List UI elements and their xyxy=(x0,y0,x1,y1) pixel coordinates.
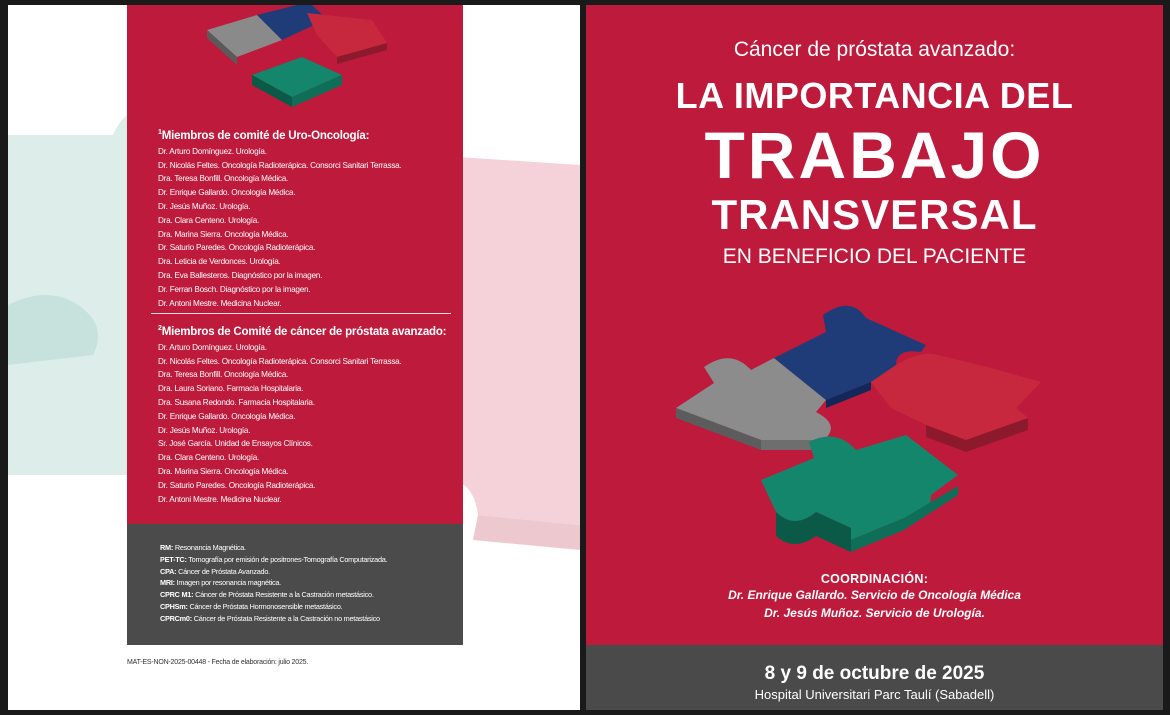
list-item: Dra. Teresa Bonfill. Oncología Médica. xyxy=(158,174,289,184)
list-item: Dra. Eva Ballesteros. Diagnóstico por la imagen. xyxy=(158,271,323,280)
coordination-label: COORDINACIÓN: xyxy=(820,572,929,586)
divider xyxy=(151,313,451,314)
uro-oncology-committee xyxy=(158,129,402,310)
coordinator-1: Dr. Enrique Gallardo. Servicio de Oncología Médica xyxy=(728,588,1021,602)
advanced-prostate-cancer-committee xyxy=(158,325,446,506)
footnote-1: 1 xyxy=(158,129,162,136)
list-item: CPHSm: Cáncer de Próstata Hormonosensible metastásico. xyxy=(160,601,343,611)
event-date: 8 y 9 de octubre de 2025 xyxy=(764,663,985,684)
list-item: RM: Resonancia Magnética. xyxy=(160,543,246,552)
abbreviations-legend xyxy=(160,542,387,625)
coordination-block xyxy=(586,572,1163,622)
event-footer xyxy=(586,645,1163,710)
list-item: CPRCm0: Cáncer de Próstata Resistente a la Castración no metastásico xyxy=(160,613,380,623)
cover-page xyxy=(586,5,1163,710)
list-item: MRI: Imagen por resonancia magnética. xyxy=(160,578,281,588)
list-item: Dra. Clara Centeno. Urología. xyxy=(158,453,260,463)
list-item: Dra. Clara Centeno. Urología. xyxy=(158,215,260,225)
list-item: Dr. Saturio Paredes. Oncología Radioterápica. xyxy=(158,243,316,253)
cover-title-line3: TRANSVERSAL xyxy=(711,191,1038,238)
list-item: Dr. Saturio Paredes. Oncología Radioterápica. xyxy=(158,480,316,490)
list-item: Dra. Laura Soriano. Farmacia Hospitalaria. xyxy=(158,384,304,394)
cover-title-line2: TRABAJO xyxy=(704,118,1045,192)
list-item: Dr. Antoni Mestre. Medicina Nuclear. xyxy=(158,494,282,504)
committee2-title: $^2$Miembros de Comité de cáncer de próstata avanzado: xyxy=(158,325,447,338)
event-venue: Hospital Universitari Parc Taulí (Sabadell) xyxy=(754,687,995,702)
list-item: Dr. Jesús Muñoz. Urología. xyxy=(158,425,251,435)
puzzle-illustration xyxy=(676,290,1056,560)
list-item: Dr. Antoni Mestre. Medicina Nuclear. xyxy=(158,298,282,308)
list-item: Dra. Teresa Bonfill. Oncología Médica. xyxy=(158,370,289,380)
list-item: Sr. José García. Unidad de Ensayos Clínicos. xyxy=(158,439,313,449)
list-item: CPRC M1: Cáncer de Próstata Resistente a la Castración metastásico. xyxy=(160,590,374,600)
list-item: CPA: Cáncer de Próstata Avanzado. xyxy=(160,566,270,576)
reference-code: MAT-ES-NON-2025-00448 - Fecha de elaboración: julio 2025. xyxy=(127,659,309,666)
footnote-2: 2 xyxy=(158,325,162,332)
list-item: Dra. Marina Sierra. Oncología Médica. xyxy=(158,229,289,239)
list-item: Dr. Enrique Gallardo. Oncología Médica. xyxy=(158,411,296,421)
list-item: Dra. Leticia de Verdonces. Urología. xyxy=(158,257,281,267)
list-item: Dra. Marina Sierra. Oncología Médica. xyxy=(158,467,289,476)
left-page xyxy=(8,5,580,710)
small-puzzle-icon xyxy=(197,5,397,120)
committee1-member-list xyxy=(158,145,402,311)
cover-subtitle: Cáncer de próstata avanzado: xyxy=(733,38,1016,61)
committee1-title: $^1$Miembros de comité de Uro-Oncología: xyxy=(158,129,370,142)
coordinator-2: Dr. Jesús Muñoz. Servicio de Urología. xyxy=(764,606,985,620)
cover-title-line4: EN BENEFICIO DEL PACIENTE xyxy=(722,245,1027,268)
list-item: PET-TC: Tomografía por emisión de positrones-Tomografía Computarizada. xyxy=(160,554,388,564)
cover-title-line1: LA IMPORTANCIA DEL xyxy=(675,75,1074,116)
list-item: Dr. Ferran Bosch. Diagnóstico por la imagen. xyxy=(158,284,311,294)
list-item: Dra. Susana Redondo. Farmacia Hospitalaria. xyxy=(158,398,315,408)
list-item: Dr. Enrique Gallardo. Oncología Médica. xyxy=(158,188,296,198)
committee2-member-list xyxy=(158,341,446,507)
list-item: Dr. Nicolás Feltes. Oncología Radioterápica. Consorci Sanitari Terrassa. xyxy=(158,160,402,170)
list-item: Dr. Arturo Domínguez. Urología. xyxy=(158,342,267,352)
list-item: Dr. Jesús Muñoz. Urología. xyxy=(158,202,251,212)
list-item: Dr. Nicolás Feltes. Oncología Radioterápica. Consorci Sanitari Terrassa. xyxy=(158,356,402,366)
list-item: Dr. Arturo Domínguez. Urología. xyxy=(158,146,267,156)
